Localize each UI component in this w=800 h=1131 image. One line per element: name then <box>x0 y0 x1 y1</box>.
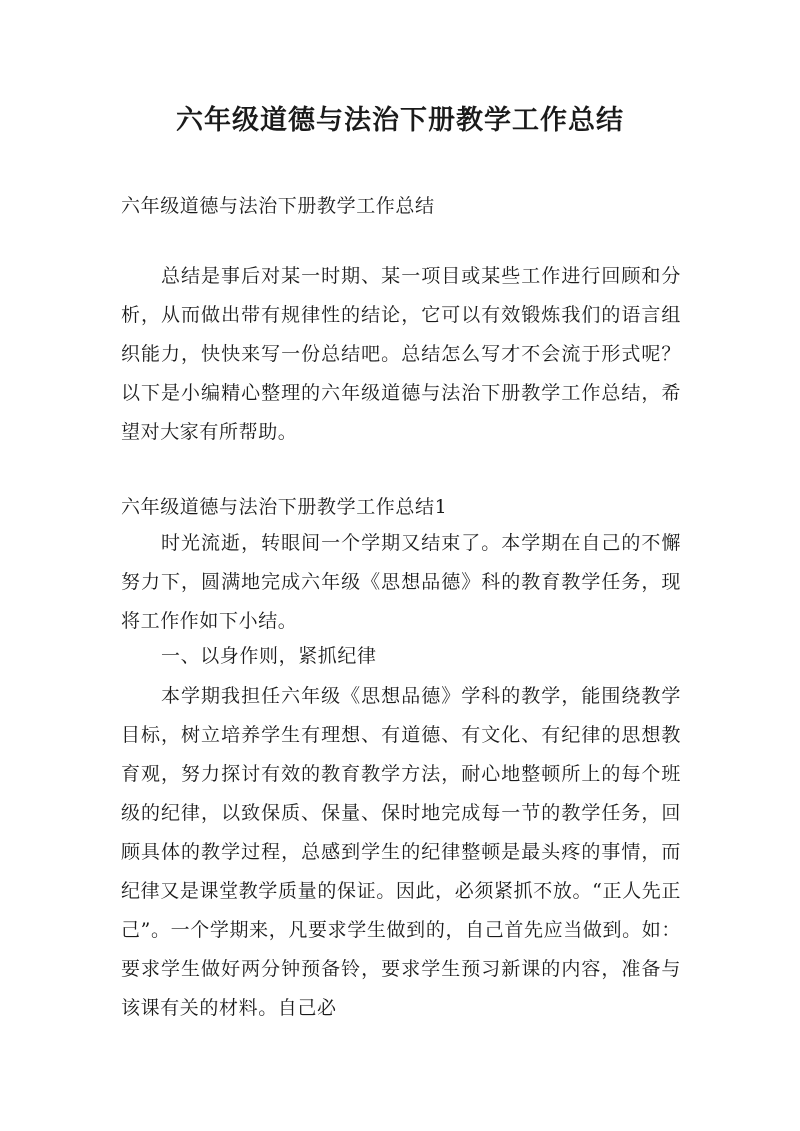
intro-paragraph: 总结是事后对某一时期、某一项目或某些工作进行回顾和分析，从而做出带有规律性的结论，它可以有效锻炼我们的语言组织能力，快快来写一份总结吧。总结怎么写才不会流于形式呢？以下是小编精心整理的六年级道德与法治下册教学工作总结，希望对大家有所帮助。 <box>121 265 681 443</box>
section-heading: 六年级道德与法治下册教学工作总结1 <box>121 496 448 518</box>
document-subtitle: 六年级道德与法治下册教学工作总结 <box>121 195 435 217</box>
subsection-heading-1: 一、以身作则，紧抓纪律 <box>161 645 377 667</box>
body-paragraph-1: 时光流逝，转眼间一个学期又结束了。本学期在自己的不懈努力下，圆满地完成六年级《思想品德》科的教育教学任务，现将工作作如下小结。 <box>121 532 681 632</box>
body-paragraph-2: 本学期我担任六年级《思想品德》学科的教学，能围绕教学目标，树立培养学生有理想、有道德、有文化、有纪律的思想教育观，努力探讨有效的教育教学方法，耐心地整顿所上的每个班级的纪律，以致保质、保量、保时地完成每一节的教学任务，回顾具体的教学过程，总感到学生的纪律整顿是最头疼的事情，而纪律又是课堂教学质量的保证。因此，必须紧抓不放。“正人先正己”。一个学期来，凡要求学生做到的，自己首先应当做到。如：要求学生做好两分钟预备铃，要求学生预习新课的内容，准备与该课有关的材料。自己必 <box>121 685 681 1019</box>
document-title: 六年级道德与法治下册教学工作总结 <box>176 105 624 136</box>
